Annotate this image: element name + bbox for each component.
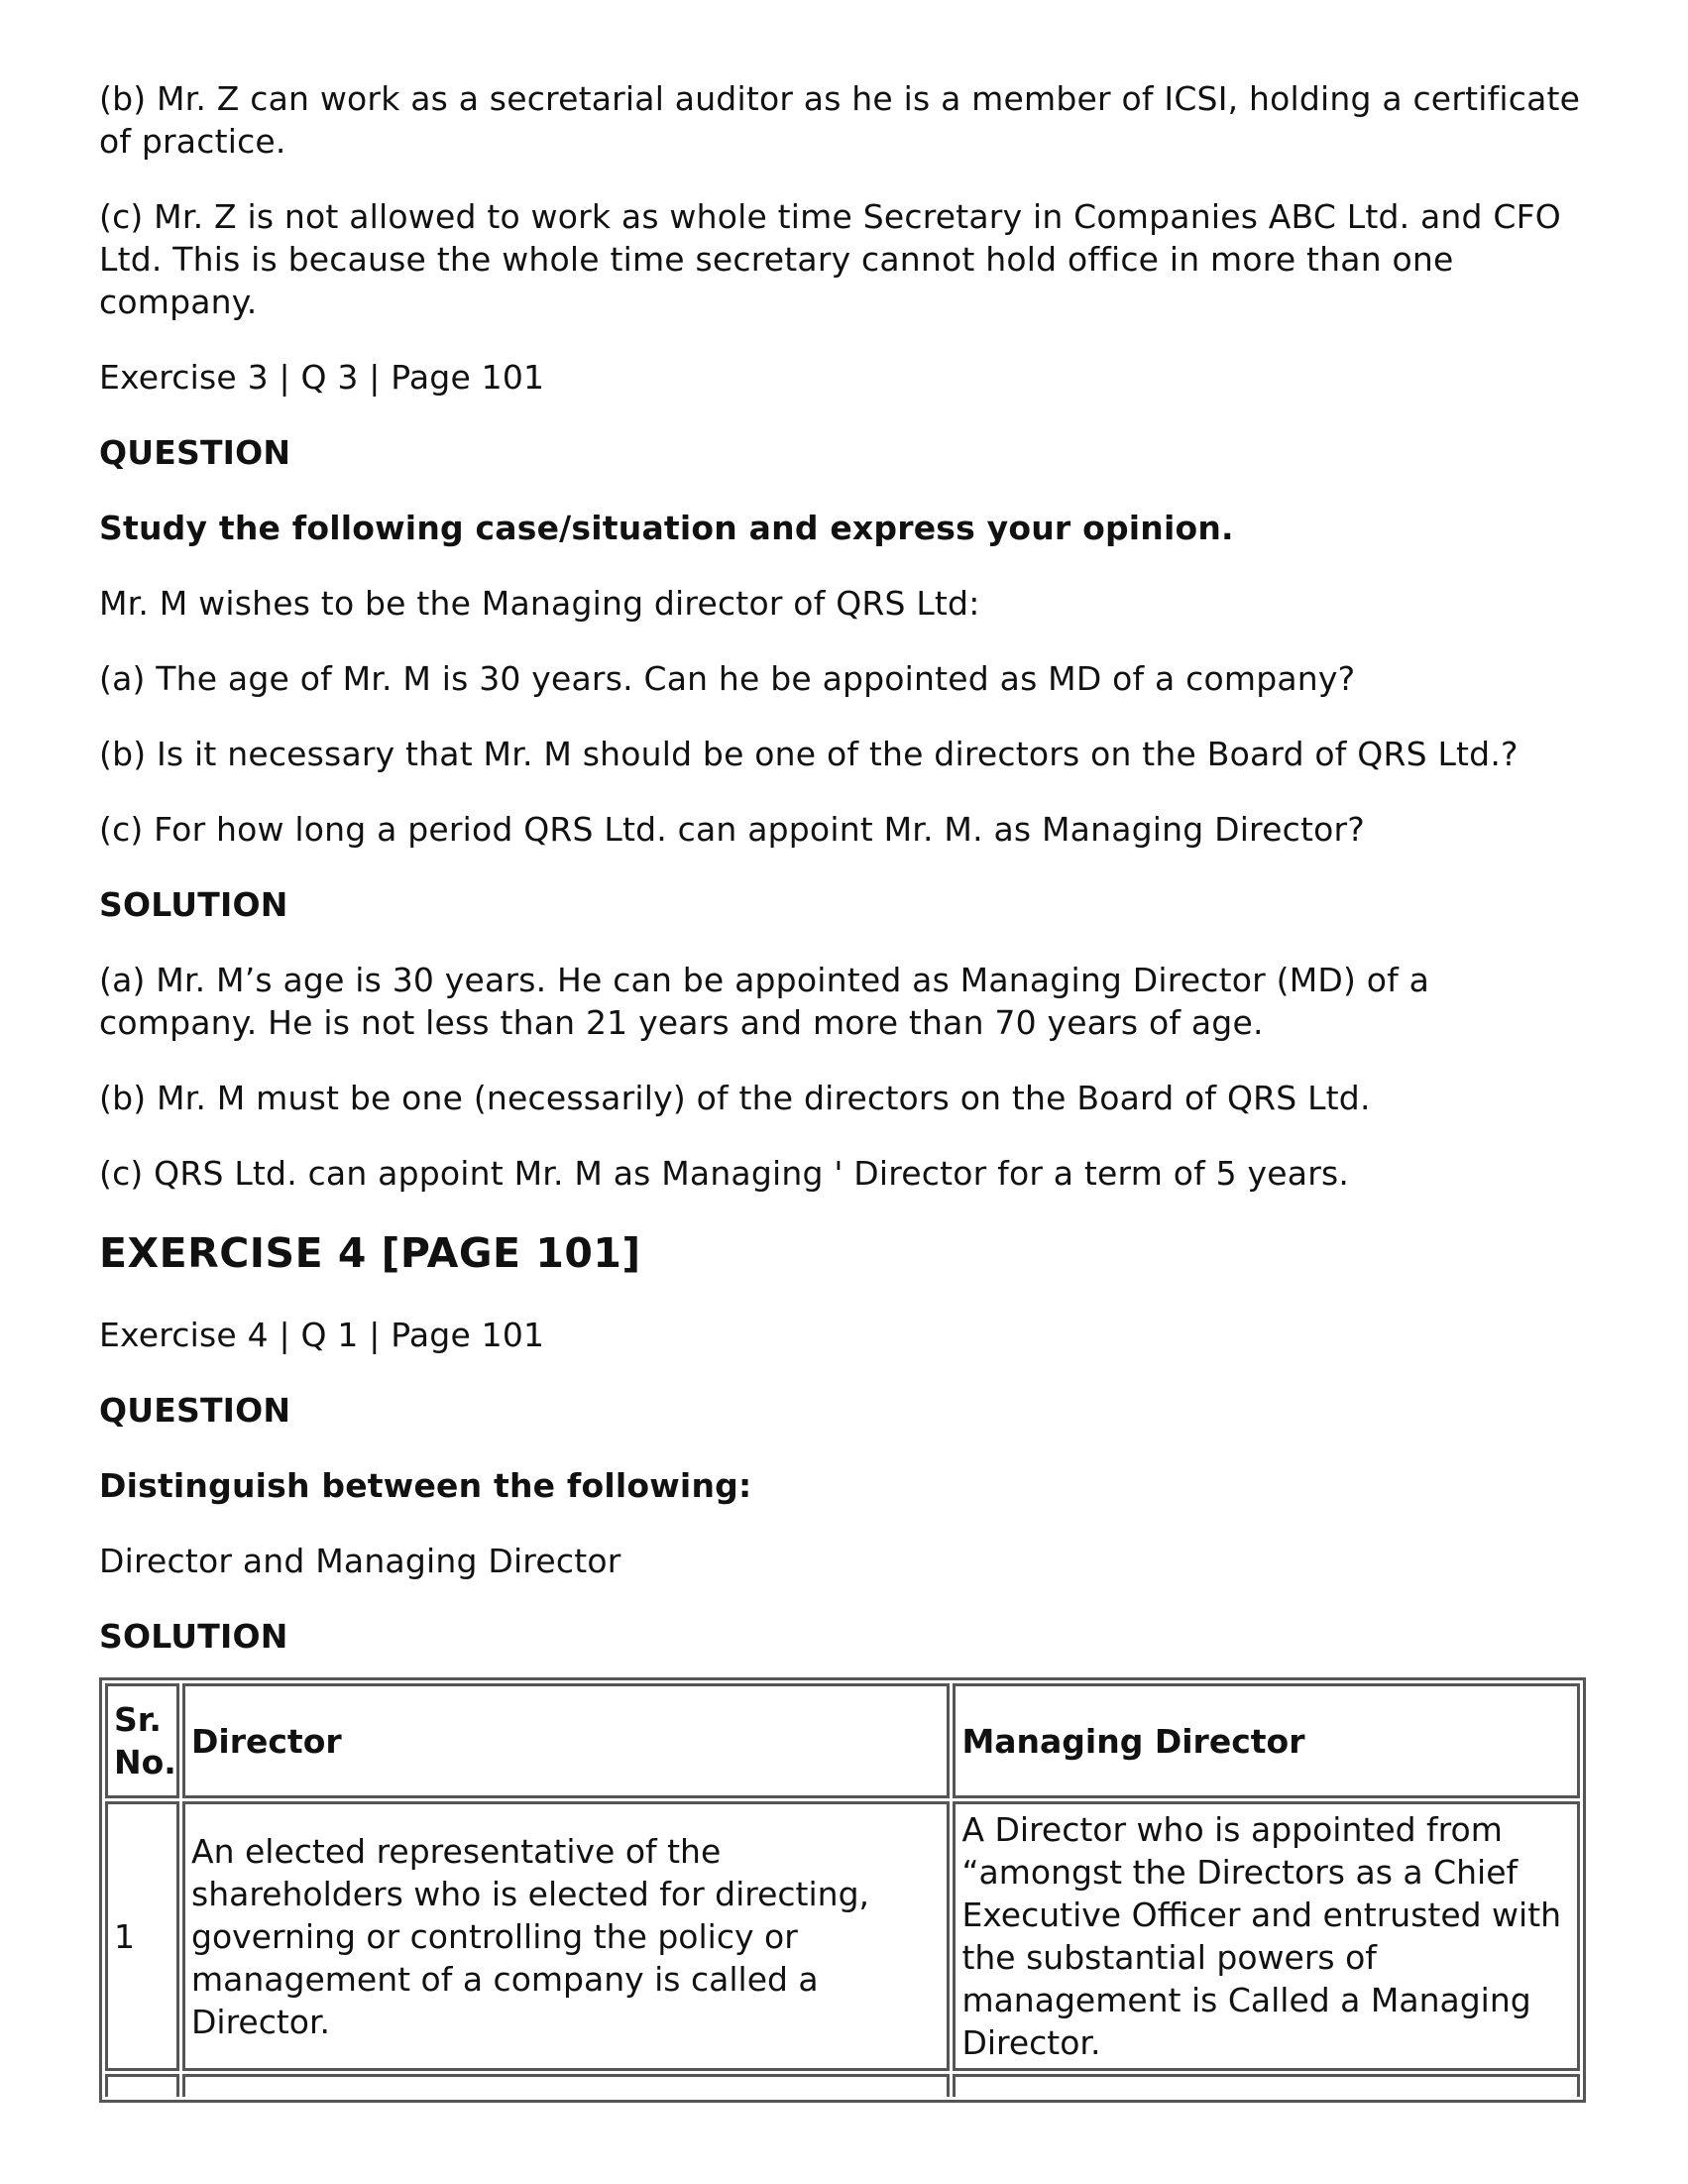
comparison-table (99, 1677, 1586, 2103)
table-row-cut-off (105, 2074, 1580, 2097)
header-director: Director (182, 1683, 950, 1798)
question-part-c: (c) For how long a period QRS Ltd. can appoint Mr. M. as Managing Director? (99, 810, 1365, 849)
cell-empty (182, 2074, 950, 2097)
question-heading: QUESTION (99, 1391, 291, 1430)
cell-empty (953, 2074, 1580, 2097)
question-part-b: (b) Is it necessary that Mr. M should be one of the directors on the Board of QRS Ltd.? (99, 735, 1519, 773)
table-row (105, 1801, 1580, 2071)
document-page (99, 77, 1586, 2103)
solution-heading: SOLUTION (99, 885, 288, 924)
solution-part-b: (b) Mr. M must be one (necessarily) of the directors on the Board of QRS Ltd. (99, 1079, 1371, 1117)
question-instruction: Distinguish between the following: (99, 1466, 752, 1505)
exercise-reference: Exercise 4 | Q 1 | Page 101 (99, 1316, 545, 1354)
question-part-a: (a) The age of Mr. M is 30 years. Can he be appointed as MD of a company? (99, 659, 1356, 698)
solution-heading: SOLUTION (99, 1617, 288, 1656)
solution-part-a: (a) Mr. M’s age is 30 years. He can be appointed as Managing Director (MD) of a company. He is not less than 21 years and more than 70 years of age. (99, 961, 1430, 1042)
solution-part-c: (c) QRS Ltd. can appoint Mr. M as Managing ' Director for a term of 5 years. (99, 1154, 1350, 1193)
answer-c-previous: (c) Mr. Z is not allowed to work as whole time Secretary in Companies ABC Ltd. and CFO Ltd. This is because the whole time secretary cannot hold office in more than one company. (99, 197, 1561, 321)
question-topic: Director and Managing Director (99, 1542, 621, 1580)
cell-director: An elected representative of the shareholders who is elected for directing, governing or controlling the policy or management of a company is called a Director. (182, 1801, 950, 2071)
question-instruction: Study the following case/situation and express your opinion. (99, 509, 1234, 547)
header-managing-director: Managing Director (953, 1683, 1580, 1798)
header-sr-no: Sr. No. (105, 1683, 179, 1798)
answer-b-previous: (b) Mr. Z can work as a secretarial auditor as he is a member of ICSI, holding a certificate of practice. (99, 79, 1581, 161)
question-heading: QUESTION (99, 433, 291, 472)
table-header-row (105, 1683, 1580, 1798)
section-heading: EXERCISE 4 [PAGE 101] (99, 1229, 641, 1277)
cell-sr-no: 1 (105, 1801, 179, 2071)
cell-managing-director: A Director who is appointed from “amongst the Directors as a Chief Executive Officer and entrusted with the substantial powers of management is Called a Managing Director. (953, 1801, 1580, 2071)
exercise-reference: Exercise 3 | Q 3 | Page 101 (99, 358, 545, 397)
question-case: Mr. M wishes to be the Managing director of QRS Ltd: (99, 584, 980, 623)
cell-empty (105, 2074, 179, 2097)
